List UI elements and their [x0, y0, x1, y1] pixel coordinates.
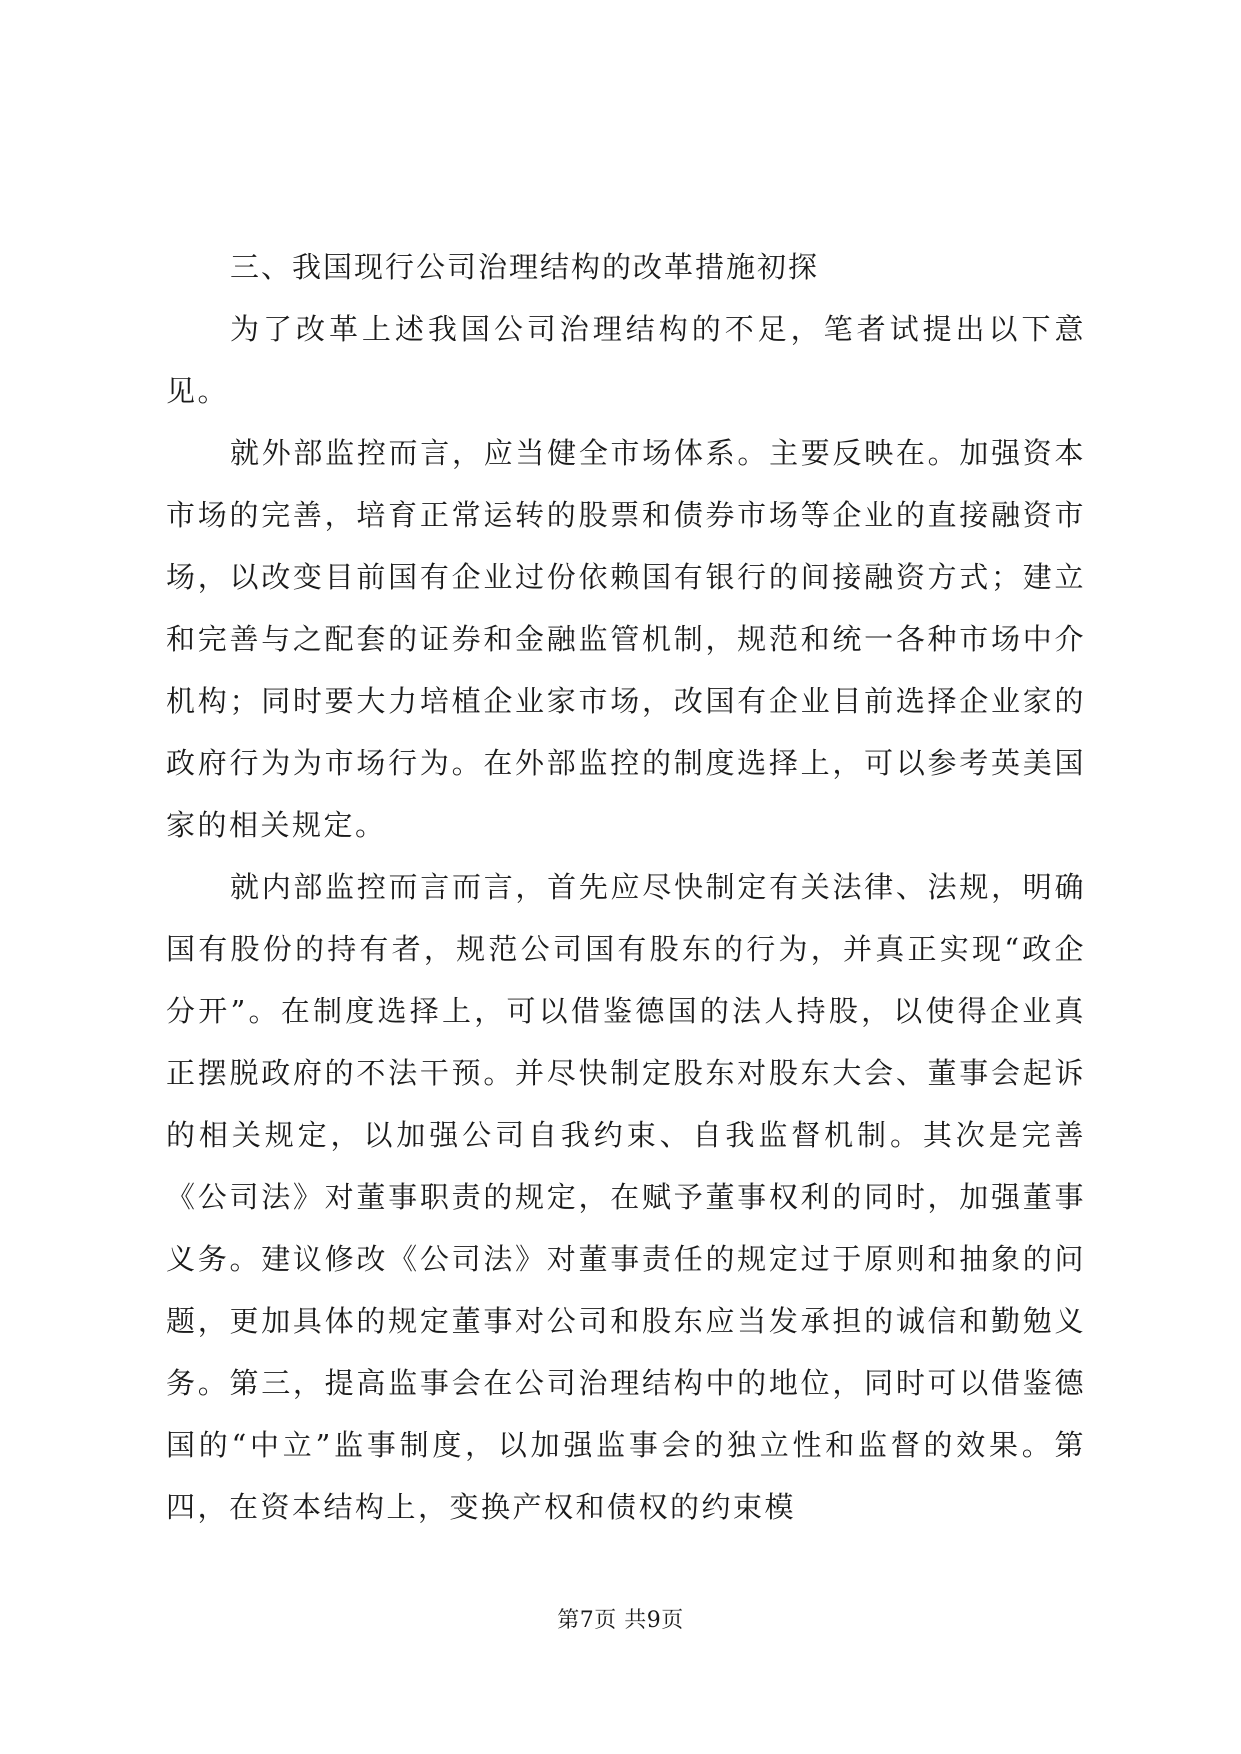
section-heading: 三、我国现行公司治理结构的改革措施初探 [230, 250, 820, 284]
paragraph-intro: 为了改革上述我国公司治理结构的不足，笔者试提出以下意见。 [166, 312, 1086, 408]
paragraph-external-supervision: 就外部监控而言，应当健全市场体系。主要反映在。加强资本市场的完善，培育正常运转的股票和债券市场等企业的直接融资市场，以改变目前国有企业过份依赖国有银行的间接融资方式；建立和完善与之配套的证券和金融监管机制，规范和统一各种市场中介机构；同时要大力培植企业家市场，改国有企业目前选择企业家的政府行为为市场行为。在外部监控的制度选择上，可以参考英美国家的相关规定。 [166, 436, 1086, 842]
document-body [166, 236, 1086, 1538]
page-number-footer: 第7页 共9页 [557, 1608, 684, 1633]
paragraph-internal-supervision: 就内部监控而言而言，首先应尽快制定有关法律、法规，明确国有股份的持有者，规范公司国有股东的行为，并真正实现“政企分开”。在制度选择上，可以借鉴德国的法人持股，以使得企业真正摆脱政府的不法干预。并尽快制定股东对股东大会、董事会起诉的相关规定，以加强公司自我约束、自我监督机制。其次是完善《公司法》对董事职责的规定，在赋予董事权利的同时，加强董事义务。建议修改《公司法》对董事责任的规定过于原则和抽象的问题，更加具体的规定董事对公司和股东应当发承担的诚信和勤勉义务。第三，提高监事会在公司治理结构中的地位，同时可以借鉴德国的“中立”监事制度，以加强监事会的独立性和监督的效果。第四，在资本结构上，变换产权和债权的约束模 [166, 870, 1086, 1524]
